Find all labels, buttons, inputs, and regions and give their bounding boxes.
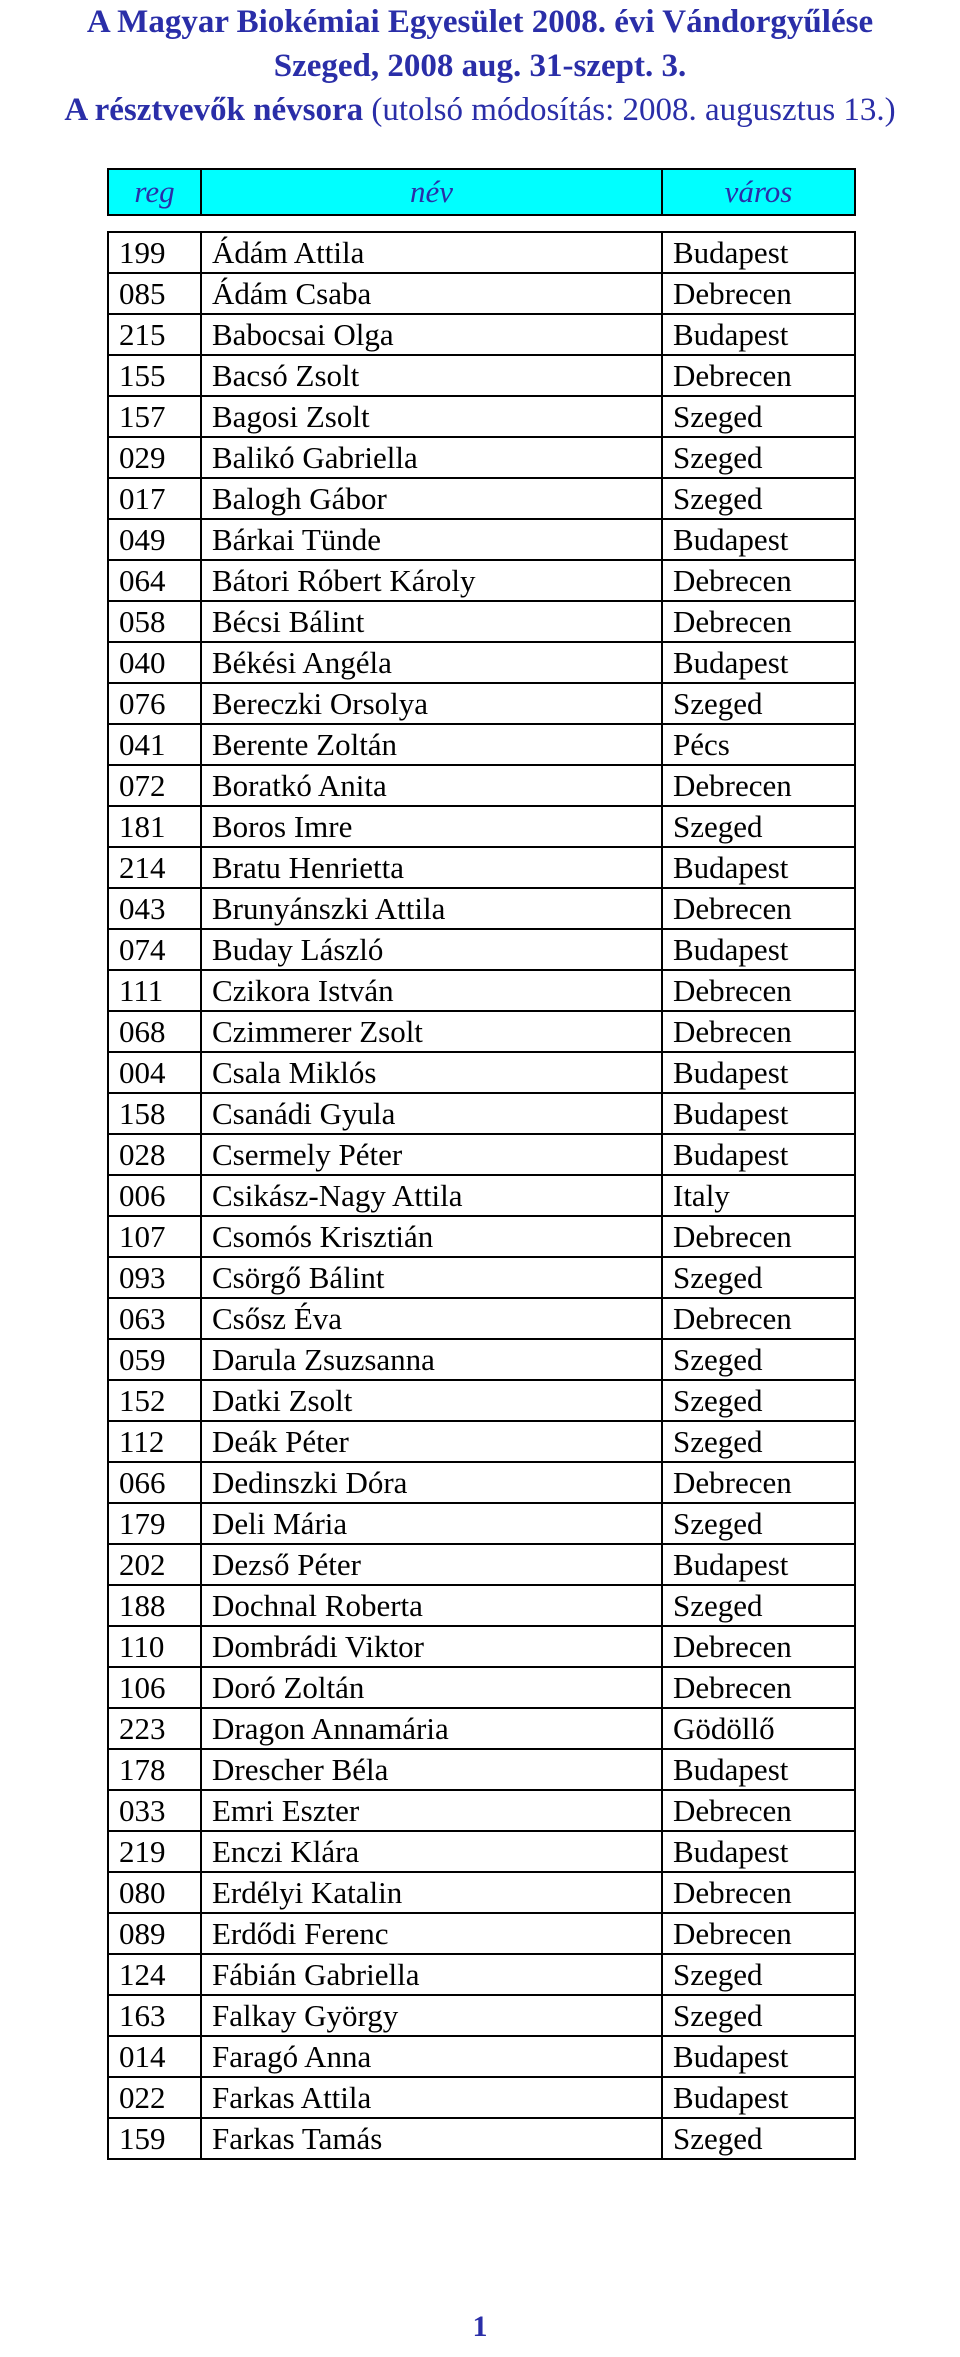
city-cell: Debrecen	[662, 888, 855, 929]
name-cell: Doró Zoltán	[201, 1667, 662, 1708]
table-row	[108, 2036, 855, 2077]
name-cell: Bátori Róbert Károly	[201, 560, 662, 601]
event-date-location: Szeged, 2008 aug. 31-szept. 3.	[273, 48, 687, 84]
table-row	[108, 1708, 855, 1749]
city-cell: Szeged	[662, 478, 855, 519]
column-header-table	[107, 168, 856, 216]
table-row	[108, 519, 855, 560]
table-row	[108, 724, 855, 765]
table-row	[108, 1831, 855, 1872]
city-cell: Budapest	[662, 1544, 855, 1585]
page-number: 1	[472, 2310, 488, 2343]
table-row	[108, 847, 855, 888]
reg-cell: 155	[108, 355, 201, 396]
name-cell: Enczi Klára	[201, 1831, 662, 1872]
table-row	[108, 2077, 855, 2118]
city-cell: Debrecen	[662, 1667, 855, 1708]
name-cell: Dochnal Roberta	[201, 1585, 662, 1626]
table-row	[108, 1954, 855, 1995]
table-row	[108, 888, 855, 929]
city-cell: Szeged	[662, 683, 855, 724]
city-cell: Debrecen	[662, 601, 855, 642]
reg-cell: 068	[108, 1011, 201, 1052]
reg-cell: 066	[108, 1462, 201, 1503]
name-cell: Ádám Attila	[201, 232, 662, 273]
table-row	[108, 970, 855, 1011]
name-cell: Darula Zsuzsanna	[201, 1339, 662, 1380]
table-row	[108, 1339, 855, 1380]
name-cell: Balogh Gábor	[201, 478, 662, 519]
table-row	[108, 1257, 855, 1298]
reg-cell: 089	[108, 1913, 201, 1954]
city-cell: Italy	[662, 1175, 855, 1216]
city-cell: Szeged	[662, 437, 855, 478]
reg-cell: 063	[108, 1298, 201, 1339]
reg-cell: 080	[108, 1872, 201, 1913]
reg-cell: 124	[108, 1954, 201, 1995]
name-cell: Emri Eszter	[201, 1790, 662, 1831]
reg-cell: 202	[108, 1544, 201, 1585]
reg-cell: 163	[108, 1995, 201, 2036]
table-row	[108, 1749, 855, 1790]
name-cell: Erdődi Ferenc	[201, 1913, 662, 1954]
city-cell: Szeged	[662, 1257, 855, 1298]
reg-cell: 178	[108, 1749, 201, 1790]
name-cell: Deák Péter	[201, 1421, 662, 1462]
table-row	[108, 1503, 855, 1544]
reg-cell: 219	[108, 1831, 201, 1872]
name-cell: Csala Miklós	[201, 1052, 662, 1093]
city-cell: Debrecen	[662, 1298, 855, 1339]
name-cell: Boros Imre	[201, 806, 662, 847]
city-cell: Budapest	[662, 519, 855, 560]
last-modified-note: (utolsó módosítás: 2008. augusztus 13.)	[363, 92, 896, 128]
city-cell: Szeged	[662, 1585, 855, 1626]
city-cell: Szeged	[662, 1339, 855, 1380]
name-cell: Fábián Gabriella	[201, 1954, 662, 1995]
reg-cell: 152	[108, 1380, 201, 1421]
table-row	[108, 1421, 855, 1462]
reg-cell: 074	[108, 929, 201, 970]
city-cell: Szeged	[662, 1503, 855, 1544]
reg-cell: 214	[108, 847, 201, 888]
name-cell: Berente Zoltán	[201, 724, 662, 765]
name-cell: Boratkó Anita	[201, 765, 662, 806]
city-cell: Budapest	[662, 1134, 855, 1175]
reg-cell: 029	[108, 437, 201, 478]
table-row	[108, 2118, 855, 2159]
table-row	[108, 1175, 855, 1216]
table-row	[108, 396, 855, 437]
table-row	[108, 929, 855, 970]
city-cell: Budapest	[662, 1749, 855, 1790]
reg-cell: 179	[108, 1503, 201, 1544]
table-row	[108, 355, 855, 396]
name-cell: Dragon Annamária	[201, 1708, 662, 1749]
table-row	[108, 478, 855, 519]
name-cell: Csősz Éva	[201, 1298, 662, 1339]
reg-cell: 107	[108, 1216, 201, 1257]
reg-cell: 028	[108, 1134, 201, 1175]
name-cell: Brunyánszki Attila	[201, 888, 662, 929]
name-cell: Farkas Attila	[201, 2077, 662, 2118]
reg-cell: 041	[108, 724, 201, 765]
name-cell: Bratu Henrietta	[201, 847, 662, 888]
name-cell: Békési Angéla	[201, 642, 662, 683]
reg-cell: 188	[108, 1585, 201, 1626]
table-row	[108, 1011, 855, 1052]
city-cell: Budapest	[662, 314, 855, 355]
document-title: A Magyar Biokémiai Egyesület 2008. évi Vándorgyűlése	[86, 4, 874, 40]
reg-cell: 110	[108, 1626, 201, 1667]
reg-cell: 106	[108, 1667, 201, 1708]
city-cell: Szeged	[662, 396, 855, 437]
column-header-reg: reg	[108, 169, 201, 215]
name-cell: Bagosi Zsolt	[201, 396, 662, 437]
table-row	[108, 437, 855, 478]
table-row	[108, 1872, 855, 1913]
name-cell: Deli Mária	[201, 1503, 662, 1544]
reg-cell: 215	[108, 314, 201, 355]
reg-cell: 223	[108, 1708, 201, 1749]
city-cell: Debrecen	[662, 273, 855, 314]
reg-cell: 043	[108, 888, 201, 929]
city-cell: Debrecen	[662, 1913, 855, 1954]
city-cell: Szeged	[662, 1954, 855, 1995]
reg-cell: 040	[108, 642, 201, 683]
name-cell: Ádám Csaba	[201, 273, 662, 314]
city-cell: Budapest	[662, 1052, 855, 1093]
reg-cell: 058	[108, 601, 201, 642]
table-row	[108, 1585, 855, 1626]
city-cell: Budapest	[662, 232, 855, 273]
participant-table-body	[108, 232, 855, 2159]
table-row	[108, 1134, 855, 1175]
name-cell: Babocsai Olga	[201, 314, 662, 355]
reg-cell: 085	[108, 273, 201, 314]
city-cell: Debrecen	[662, 1011, 855, 1052]
participant-table	[107, 231, 856, 2160]
participant-list-heading	[0, 88, 960, 132]
table-row	[108, 806, 855, 847]
city-cell: Debrecen	[662, 1216, 855, 1257]
table-row	[108, 560, 855, 601]
reg-cell: 049	[108, 519, 201, 560]
name-cell: Csermely Péter	[201, 1134, 662, 1175]
name-cell: Csanádi Gyula	[201, 1093, 662, 1134]
reg-cell: 181	[108, 806, 201, 847]
table-row	[108, 1790, 855, 1831]
table-row	[108, 601, 855, 642]
city-cell: Debrecen	[662, 1626, 855, 1667]
reg-cell: 158	[108, 1093, 201, 1134]
name-cell: Buday László	[201, 929, 662, 970]
table-row	[108, 1093, 855, 1134]
city-cell: Budapest	[662, 929, 855, 970]
reg-cell: 033	[108, 1790, 201, 1831]
name-cell: Csörgő Bálint	[201, 1257, 662, 1298]
table-row	[108, 1380, 855, 1421]
table-row	[108, 642, 855, 683]
table-row	[108, 232, 855, 273]
table-row	[108, 1626, 855, 1667]
city-cell: Budapest	[662, 1831, 855, 1872]
name-cell: Bécsi Bálint	[201, 601, 662, 642]
table-row	[108, 314, 855, 355]
participant-list-title: A résztvevők névsora	[64, 92, 364, 128]
reg-cell: 159	[108, 2118, 201, 2159]
city-cell: Debrecen	[662, 765, 855, 806]
city-cell: Budapest	[662, 2077, 855, 2118]
table-row	[108, 1216, 855, 1257]
table-row	[108, 1544, 855, 1585]
city-cell: Gödöllő	[662, 1708, 855, 1749]
column-header-row	[108, 169, 855, 215]
table-row	[108, 1667, 855, 1708]
name-cell: Czimmerer Zsolt	[201, 1011, 662, 1052]
reg-cell: 093	[108, 1257, 201, 1298]
reg-cell: 111	[108, 970, 201, 1011]
city-cell: Debrecen	[662, 1790, 855, 1831]
city-cell: Pécs	[662, 724, 855, 765]
name-cell: Dezső Péter	[201, 1544, 662, 1585]
name-cell: Csomós Krisztián	[201, 1216, 662, 1257]
table-row	[108, 1462, 855, 1503]
reg-cell: 064	[108, 560, 201, 601]
table-row	[108, 1298, 855, 1339]
city-cell: Budapest	[662, 1093, 855, 1134]
table-row	[108, 683, 855, 724]
city-cell: Debrecen	[662, 560, 855, 601]
reg-cell: 059	[108, 1339, 201, 1380]
table-row	[108, 1052, 855, 1093]
reg-cell: 199	[108, 232, 201, 273]
column-header-name: név	[201, 169, 662, 215]
name-cell: Dedinszki Dóra	[201, 1462, 662, 1503]
name-cell: Bárkai Tünde	[201, 519, 662, 560]
name-cell: Czikora István	[201, 970, 662, 1011]
reg-cell: 112	[108, 1421, 201, 1462]
city-cell: Szeged	[662, 1995, 855, 2036]
reg-cell: 004	[108, 1052, 201, 1093]
city-cell: Szeged	[662, 1421, 855, 1462]
name-cell: Falkay György	[201, 1995, 662, 2036]
city-cell: Budapest	[662, 2036, 855, 2077]
reg-cell: 157	[108, 396, 201, 437]
table-row	[108, 1913, 855, 1954]
name-cell: Faragó Anna	[201, 2036, 662, 2077]
reg-cell: 072	[108, 765, 201, 806]
city-cell: Debrecen	[662, 1872, 855, 1913]
reg-cell: 017	[108, 478, 201, 519]
city-cell: Szeged	[662, 806, 855, 847]
city-cell: Debrecen	[662, 1462, 855, 1503]
city-cell: Debrecen	[662, 970, 855, 1011]
name-cell: Csikász-Nagy Attila	[201, 1175, 662, 1216]
name-cell: Balikó Gabriella	[201, 437, 662, 478]
city-cell: Szeged	[662, 2118, 855, 2159]
city-cell: Budapest	[662, 642, 855, 683]
city-cell: Szeged	[662, 1380, 855, 1421]
reg-cell: 022	[108, 2077, 201, 2118]
table-row	[108, 1995, 855, 2036]
city-cell: Budapest	[662, 847, 855, 888]
name-cell: Farkas Tamás	[201, 2118, 662, 2159]
city-cell: Debrecen	[662, 355, 855, 396]
table-row	[108, 273, 855, 314]
reg-cell: 006	[108, 1175, 201, 1216]
reg-cell: 076	[108, 683, 201, 724]
name-cell: Drescher Béla	[201, 1749, 662, 1790]
name-cell: Bereczki Orsolya	[201, 683, 662, 724]
name-cell: Erdélyi Katalin	[201, 1872, 662, 1913]
column-header-city: város	[662, 169, 855, 215]
reg-cell: 014	[108, 2036, 201, 2077]
name-cell: Bacsó Zsolt	[201, 355, 662, 396]
table-row	[108, 765, 855, 806]
name-cell: Datki Zsolt	[201, 1380, 662, 1421]
name-cell: Dombrádi Viktor	[201, 1626, 662, 1667]
